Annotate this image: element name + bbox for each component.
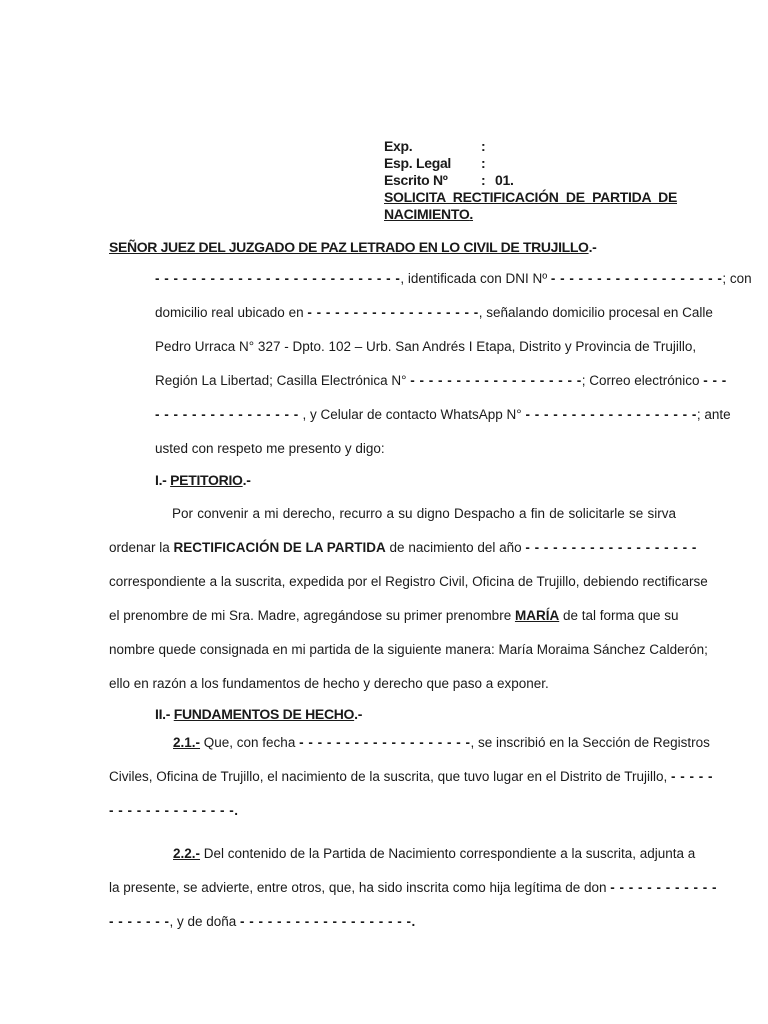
blank-mother: - - - - - - - - - - - - - - - - - - - [240,914,412,929]
fundamento-2-1-line-1-a: Que, con fecha [200,735,300,750]
exp-colon: : [481,138,486,154]
petitorio-line-5: nombre quede consignada en mi partida de la siguiente manera: María Moraima Sánchez Calderón; [109,642,708,657]
fundamento-2-2-line-2-text: la presente, se advierte, entre otros, que, ha sido inscrita como hija legítima de don [109,880,611,895]
blank-name: - - - - - - - - - - - - - - - - - - - - - - - - - - - [155,271,401,286]
fundamento-2-1-paragraph [109,760,713,828]
fundamento-2-1-end: . [234,803,238,818]
fundamento-2-2-first [173,837,696,871]
petitorio-first-line [172,497,676,531]
petitorio-line-4-a: el prenombre de mi Sra. Madre, agregándose su primer prenombre [109,608,515,623]
petitorio-line-4 [109,599,679,633]
fundamento-2-1-line-3 [109,794,676,828]
intro-line-4 [155,364,727,398]
fundamento-2-2-num: 2.2.- [173,846,201,861]
exp-row [384,138,677,155]
petitorio-num: I.- [155,472,171,488]
petitorio-title: PETITORIO [170,472,243,488]
blank-whatsapp: - - - - - - - - - - - - - - - - - - - [525,407,697,422]
esp-legal-colon: : [481,155,486,171]
fundamento-2-2-line-1-text: Del contenido de la Partida de Nacimiento correspondiente a la suscrita, adjunta a [200,846,696,861]
escrito-label: Escrito Nº [384,172,448,188]
subject-text: SOLICITA RECTIFICACIÓN DE PARTIDA DE NACIMIENTO [384,189,677,222]
fundamento-2-2-line-3 [109,905,676,939]
fundamento-2-1-first [173,726,710,760]
blank-email-end: - - - - - - - - - - - - - - - - [155,407,299,422]
fundamento-2-1-line-2-text: Civiles, Oficina de Trujillo, el nacimiento de la suscrita, que tuvo lugar en el Distrito de Trujillo, [109,769,672,784]
blank-father-start: - - - - - - - - - - - - [610,880,717,895]
escrito-value: 01. [495,172,514,188]
intro-line-5 [155,398,731,432]
intro-line-1-end: ; con [722,271,752,286]
intro-line-4-text: Región La Libertad; Casilla Electrónica N° [155,373,411,388]
fundamentos-end: .- [354,706,363,722]
intro-paragraph [155,262,752,466]
petitorio-line-3: correspondiente a la suscrita, expedida por el Registro Civil, Oficina de Trujillo, debiendo rectificarse [109,574,708,589]
fundamento-2-1-line-1-b: , se inscribió en la Sección de Registros [470,735,710,750]
petitorio-line-2 [109,531,697,565]
fundamento-2-1-line-2 [109,760,713,794]
petitorio-heading [155,472,251,488]
subject-line [384,189,677,223]
fundamentos-heading [155,706,362,722]
addressee [109,239,596,255]
blank-email-start: - - - [703,373,727,388]
fundamento-2-1-line-1 [173,726,710,760]
blank-place-end: - - - - - - - - - - - - - - [109,803,235,818]
blank-casilla: - - - - - - - - - - - - - - - - - - - [410,373,582,388]
addressee-text: SEÑOR JUEZ DEL JUZGADO DE PAZ LETRADO EN LO CIVIL DE TRUJILLO [109,239,589,255]
blank-date: - - - - - - - - - - - - - - - - - - - [299,735,471,750]
fundamento-2-2-line-3-a: , y de doña [169,914,241,929]
blank-place-start: - - - - - [671,769,713,784]
fundamentos-title: FUNDAMENTOS DE HECHO [173,706,355,722]
fundamento-2-1-num: 2.1.- [173,735,201,750]
intro-line-5-end: ; ante [696,407,731,422]
petitorio-paragraph [109,531,708,701]
intro-line-2-end: , señalando domicilio procesal en Calle [478,305,713,320]
petitorio-line-6: ello en razón a los fundamentos de hecho y derecho que paso a exponer. [109,676,549,691]
fundamentos-num: II.- [155,706,174,722]
esp-legal-row [384,155,677,172]
maria-name: MARÍA [514,608,560,623]
blank-year: - - - - - - - - - - - - - - - - - - - [525,540,697,555]
blank-dni: - - - - - - - - - - - - - - - - - - - [550,271,723,286]
fundamento-2-2-end: . [411,914,416,929]
intro-line-2-text: domicilio real ubicado en [155,305,308,320]
petitorio-line-2-a: ordenar la [109,540,174,555]
intro-line-5-text: , y Celular de contacto WhatsApp N° [298,407,526,422]
subject-end: . [469,206,474,222]
addressee-end: .- [588,239,597,255]
fundamento-2-2-paragraph [109,871,717,939]
blank-father-end: - - - - - - - [109,914,170,929]
esp-legal-label: Esp. Legal [384,155,452,171]
blank-address: - - - - - - - - - - - - - - - - - - - [307,305,479,320]
intro-line-2 [155,296,713,330]
petitorio-line-1: Por convenir a mi derecho, recurro a su digno Despacho a fin de solicitarle se sirva [172,506,676,521]
intro-line-6: usted con respeto me presento y digo: [155,441,385,456]
escrito-row [384,172,677,189]
petitorio-end: .- [242,472,251,488]
fundamento-2-2-line-2 [109,871,717,905]
intro-line-1-text: , identificada con DNI Nº [400,271,551,286]
petitorio-line-4-b: de tal forma que su [559,608,679,623]
intro-line-3: Pedro Urraca N° 327 - Dpto. 102 – Urb. San Andrés I Etapa, Distrito y Provincia de Trujillo, [155,339,697,354]
case-header [384,138,677,223]
fundamento-2-2-line-1 [173,837,696,871]
escrito-colon: : [481,172,486,188]
intro-line-1 [155,262,752,296]
exp-label: Exp. [384,138,413,154]
rectificacion-bold: RECTIFICACIÓN DE LA PARTIDA [173,540,386,555]
intro-line-4-mid: ; Correo electrónico [581,373,704,388]
petitorio-line-2-b: de nacimiento del año [385,540,526,555]
